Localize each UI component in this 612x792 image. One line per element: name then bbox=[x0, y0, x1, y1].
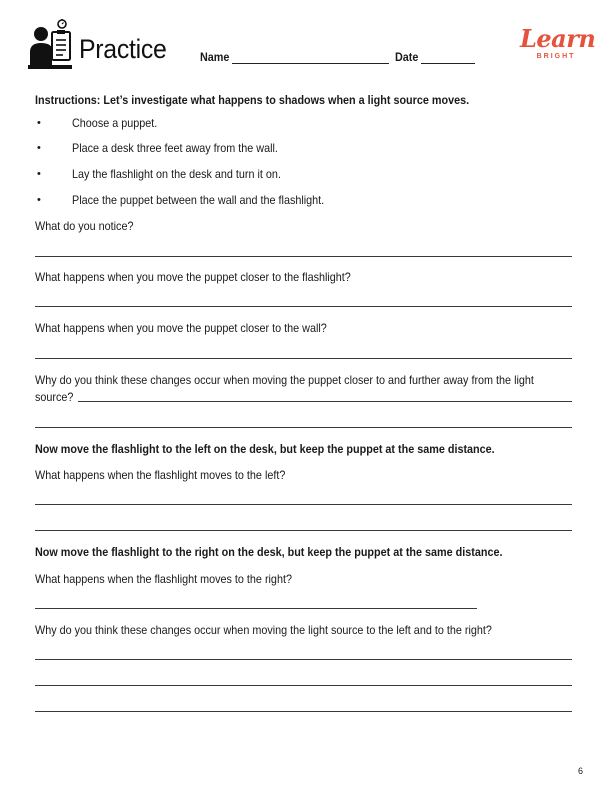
answer-line[interactable] bbox=[35, 711, 572, 712]
answer-line[interactable] bbox=[35, 608, 477, 609]
logo-bright: BRIGHT bbox=[536, 53, 576, 60]
answer-line[interactable] bbox=[78, 401, 572, 402]
bullet-icon: • bbox=[37, 168, 41, 180]
step-item: Lay the flashlight on the desk and turn it on. bbox=[72, 167, 281, 181]
section-flashlight-left: Now move the flashlight to the left on the desk, but keep the puppet at the same distance. bbox=[35, 442, 495, 456]
question-why-left-right: Why do you think these changes occur when moving the light source to the left and to the right? bbox=[35, 623, 492, 637]
date-field[interactable] bbox=[421, 63, 475, 64]
step-item: Choose a puppet. bbox=[72, 116, 158, 130]
answer-line[interactable] bbox=[35, 306, 572, 307]
answer-line[interactable] bbox=[35, 530, 572, 531]
answer-line[interactable] bbox=[35, 504, 572, 505]
question-notice: What do you notice? bbox=[35, 219, 134, 233]
question-why-distance: Why do you think these changes occur when moving the puppet closer to and further away from the light bbox=[35, 373, 534, 387]
question-flashlight-right: What happens when the flashlight moves to the right? bbox=[35, 572, 292, 586]
answer-line[interactable] bbox=[35, 358, 572, 359]
step-item: Place a desk three feet away from the wall. bbox=[72, 141, 278, 155]
step-item: Place the puppet between the wall and the flashlight. bbox=[72, 193, 325, 207]
name-field[interactable] bbox=[232, 63, 389, 64]
answer-line[interactable] bbox=[35, 685, 572, 686]
section-flashlight-right: Now move the flashlight to the right on the desk, but keep the puppet at the same distance. bbox=[35, 545, 503, 559]
answer-line[interactable] bbox=[35, 659, 572, 660]
bullet-icon: • bbox=[37, 117, 41, 129]
question-closer-flashlight: What happens when you move the puppet closer to the flashlight? bbox=[35, 270, 351, 284]
logo-learn: Learn bbox=[520, 24, 596, 53]
name-label: Name bbox=[200, 50, 230, 64]
bullet-icon: • bbox=[37, 142, 41, 154]
question-why-distance-cont: source? bbox=[35, 390, 74, 404]
instructions: Instructions: Let’s investigate what happens to shadows when a light source moves. bbox=[35, 93, 470, 107]
bullet-icon: • bbox=[37, 194, 41, 206]
answer-line[interactable] bbox=[35, 256, 572, 257]
answer-line[interactable] bbox=[35, 427, 572, 428]
date-label: Date bbox=[395, 50, 419, 64]
page-number: 6 bbox=[578, 766, 584, 776]
practice-icon bbox=[28, 18, 74, 70]
page-title: Practice bbox=[79, 34, 167, 64]
question-flashlight-left: What happens when the flashlight moves to the left? bbox=[35, 468, 286, 482]
question-closer-wall: What happens when you move the puppet closer to the wall? bbox=[35, 321, 327, 335]
